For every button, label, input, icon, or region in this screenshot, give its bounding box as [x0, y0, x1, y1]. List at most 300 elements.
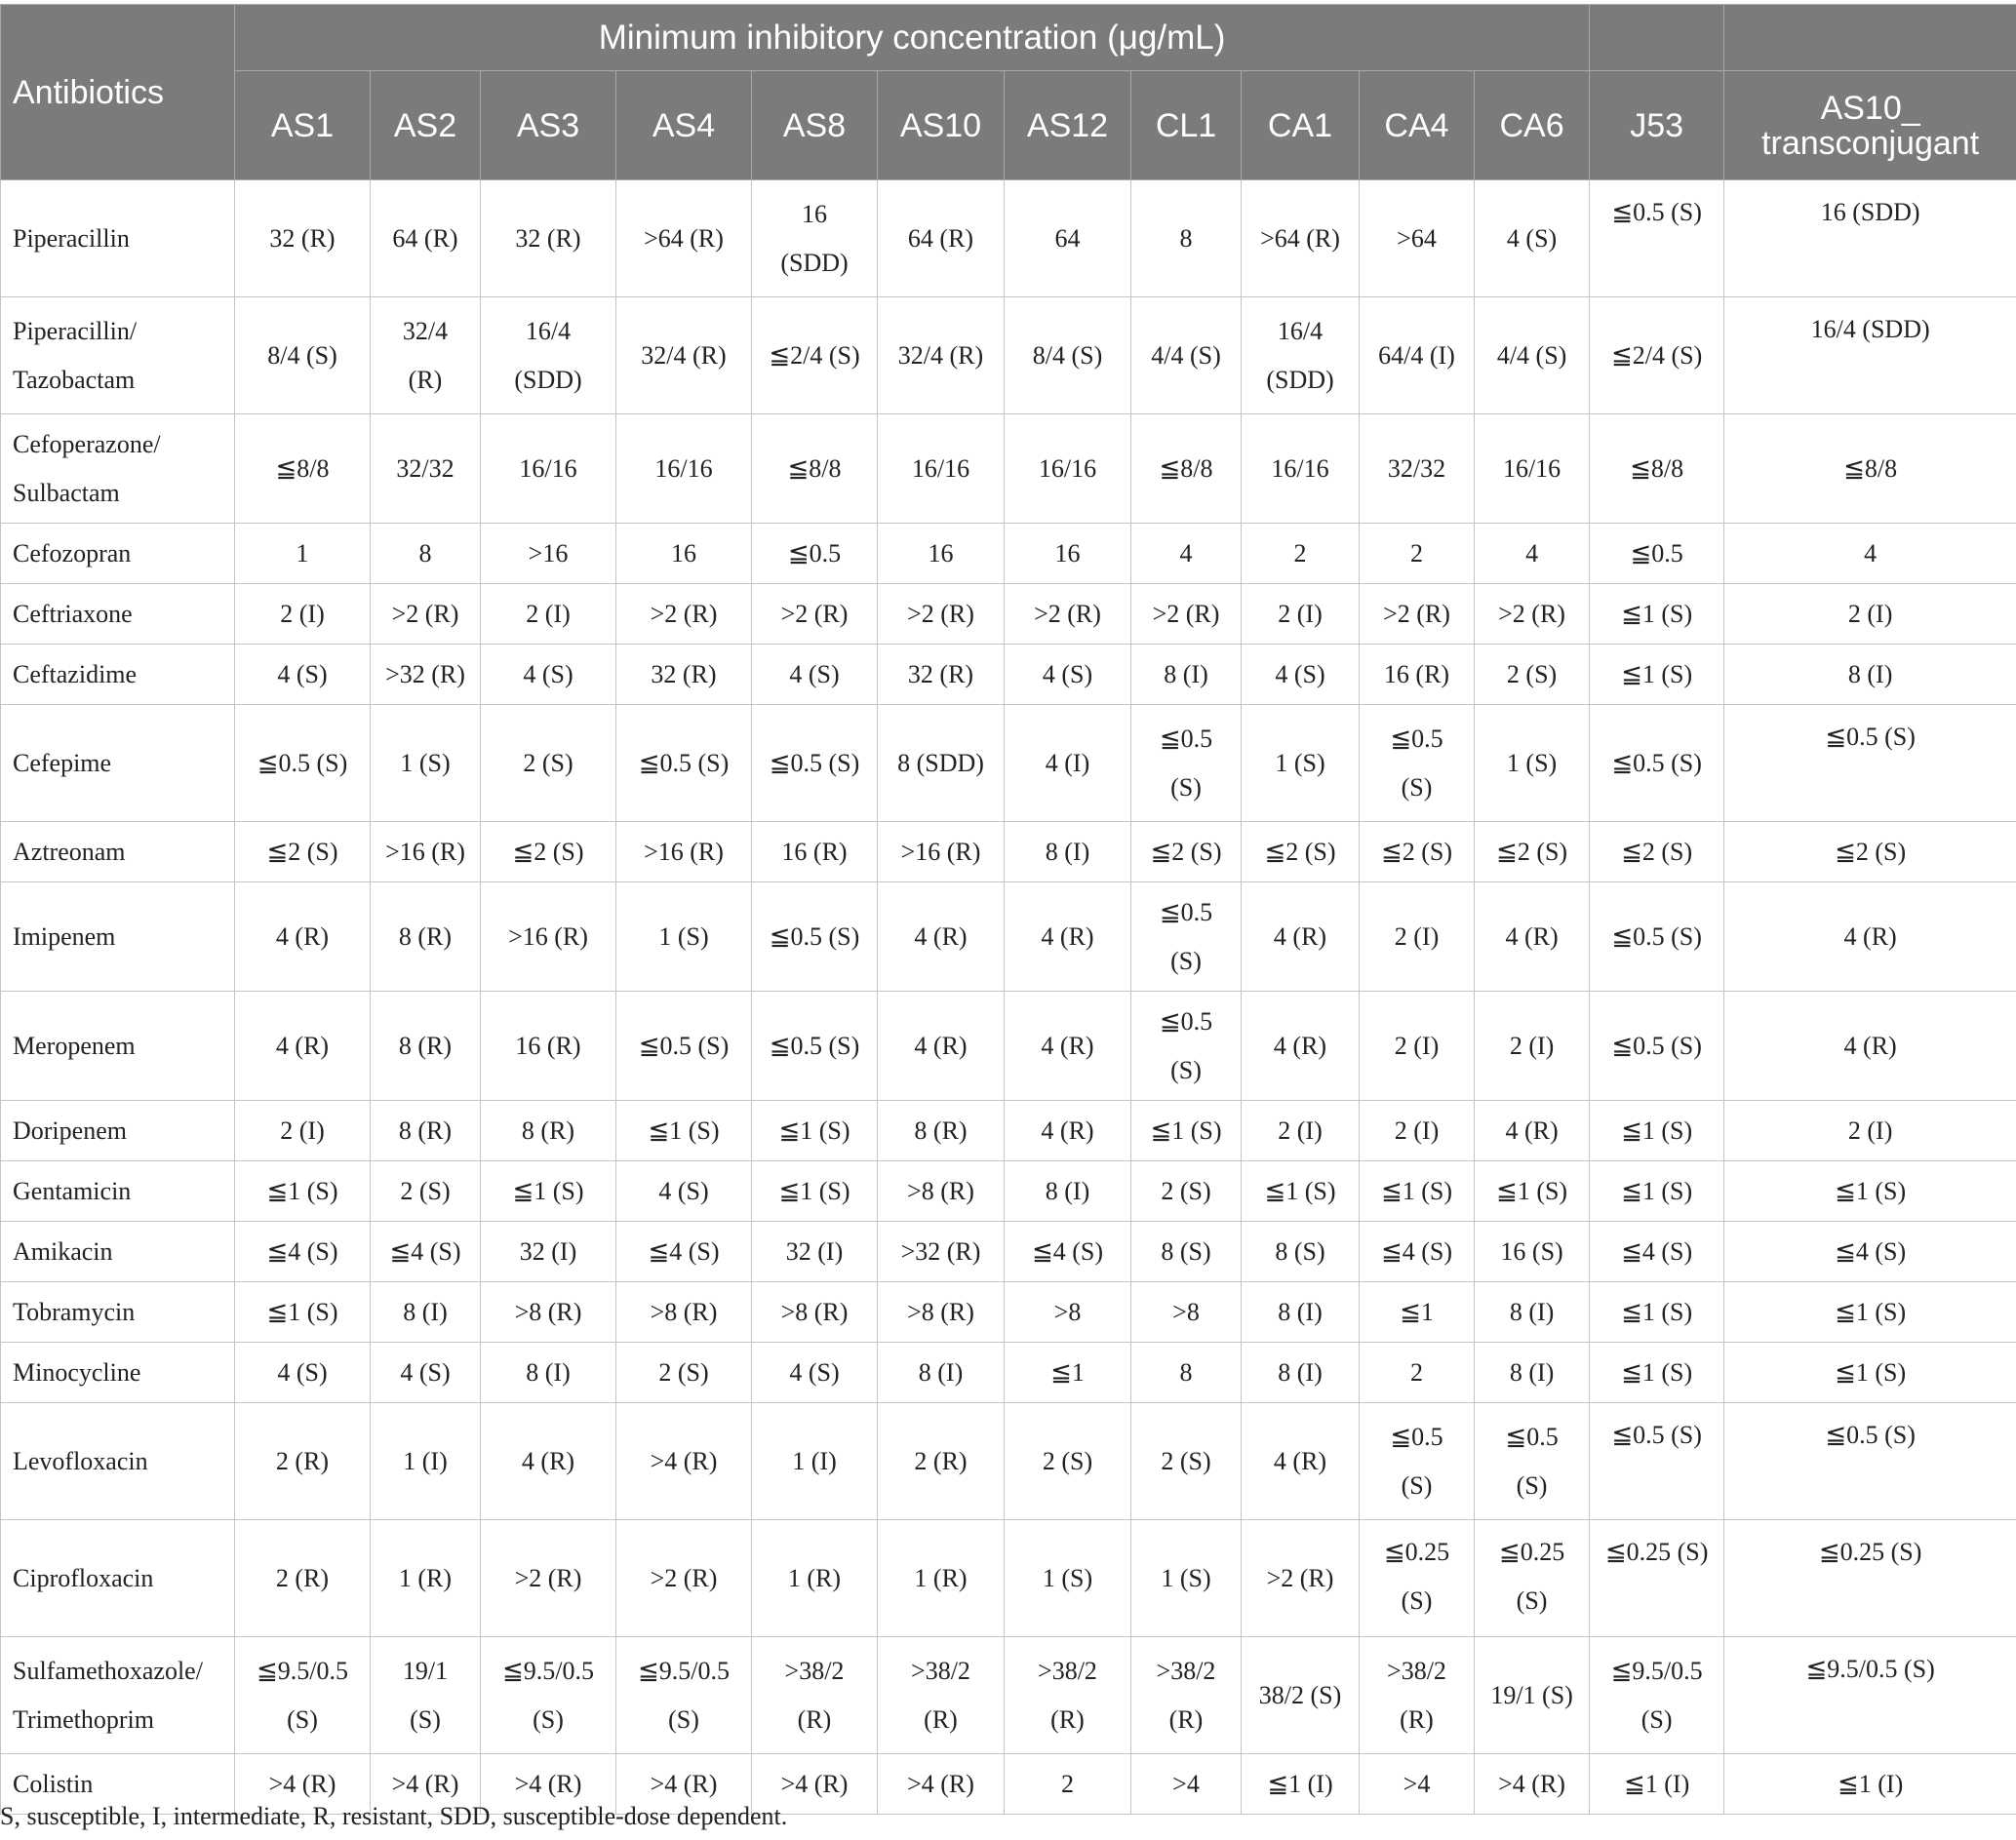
mic-value-cell: 1 (S): [371, 705, 481, 822]
mic-value-cell: >64 (R): [616, 180, 752, 297]
mic-value-cell: ≦2 (S): [1360, 822, 1475, 882]
mic-value-cell: >4 (R): [371, 1754, 481, 1815]
mic-value-cell: ≦1 (S): [1242, 1161, 1360, 1222]
mic-value-cell: ≦1 (S): [481, 1161, 616, 1222]
mic-value-cell: ≦1 (S): [235, 1282, 371, 1343]
mic-value-cell: 16/16: [1005, 414, 1131, 524]
table-row: [1, 584, 2016, 645]
mic-value-cell: 4 (S): [1475, 180, 1590, 297]
mic-value-cell: 8 (S): [1131, 1222, 1242, 1282]
mic-value-cell: 2 (S): [616, 1343, 752, 1403]
mic-value-cell: 1 (S): [1242, 705, 1360, 822]
mic-value-cell: >38/2 (R): [878, 1637, 1005, 1754]
mic-value-cell: 8 (I): [1242, 1343, 1360, 1403]
mic-value-cell: ≦0.5 (S): [1590, 180, 1724, 297]
mic-value-cell: 64: [1005, 180, 1131, 297]
mic-value-cell: >4 (R): [616, 1403, 752, 1520]
mic-value-cell: ≦9.5/0.5 (S): [235, 1637, 371, 1754]
mic-value-cell: 64 (R): [878, 180, 1005, 297]
mic-value-cell: ≦1: [1005, 1343, 1131, 1403]
mic-value-cell: 16 (R): [752, 822, 878, 882]
mic-value-cell: 32/4 (R): [616, 297, 752, 414]
mic-value-cell: 8 (I): [1131, 645, 1242, 705]
mic-value-cell: ≦0.5 (S): [1360, 705, 1475, 822]
mic-value-cell: 4 (R): [1724, 882, 2016, 992]
header-blank-cell: [1724, 5, 2016, 71]
antibiotic-name-cell: Gentamicin: [1, 1161, 235, 1222]
mic-value-cell: 4 (S): [235, 1343, 371, 1403]
antibiotic-name-cell: Sulfamethoxazole/ Trimethoprim: [1, 1637, 235, 1754]
mic-value-cell: 8 (S): [1242, 1222, 1360, 1282]
antibiotic-name-cell: Doripenem: [1, 1101, 235, 1161]
mic-value-cell: ≦0.5 (S): [1360, 1403, 1475, 1520]
mic-value-cell: 64/4 (I): [1360, 297, 1475, 414]
mic-value-cell: 32 (R): [878, 645, 1005, 705]
mic-value-cell: 32 (I): [752, 1222, 878, 1282]
mic-value-cell: >8: [1131, 1282, 1242, 1343]
table-row: [1, 1520, 2016, 1637]
mic-value-cell: 2 (R): [235, 1403, 371, 1520]
mic-value-cell: 4 (R): [878, 992, 1005, 1101]
mic-value-cell: 4 (I): [1005, 705, 1131, 822]
mic-value-cell: 2: [1005, 1754, 1131, 1815]
mic-value-cell: ≦0.5 (S): [1590, 992, 1724, 1101]
mic-value-cell: 8 (I): [1005, 822, 1131, 882]
mic-value-cell: >2 (R): [1131, 584, 1242, 645]
mic-value-cell: ≦1 (S): [1590, 1101, 1724, 1161]
mic-value-cell: 16: [878, 524, 1005, 584]
mic-value-cell: ≦1 (S): [1590, 1343, 1724, 1403]
mic-value-cell: >16: [481, 524, 616, 584]
mic-value-cell: 32 (R): [481, 180, 616, 297]
mic-value-cell: 32 (R): [235, 180, 371, 297]
mic-value-cell: >38/2 (R): [1131, 1637, 1242, 1754]
mic-value-cell: 2 (I): [1242, 1101, 1360, 1161]
mic-value-cell: >64 (R): [1242, 180, 1360, 297]
mic-value-cell: 16 (S): [1475, 1222, 1590, 1282]
mic-value-cell: 16/4 (SDD): [481, 297, 616, 414]
mic-table: [0, 4, 2016, 1815]
mic-value-cell: 32/32: [371, 414, 481, 524]
mic-value-cell: 2: [1360, 524, 1475, 584]
mic-value-cell: ≦8/8: [1590, 414, 1724, 524]
mic-value-cell: 32 (R): [616, 645, 752, 705]
mic-value-cell: ≦9.5/0.5 (S): [1590, 1637, 1724, 1754]
antibiotic-name-cell: Imipenem: [1, 882, 235, 992]
mic-value-cell: ≦4 (S): [1005, 1222, 1131, 1282]
mic-value-cell: 4 (R): [1475, 1101, 1590, 1161]
antibiotic-name-cell: Meropenem: [1, 992, 235, 1101]
mic-value-cell: >38/2 (R): [752, 1637, 878, 1754]
antibiotic-name-cell: Colistin: [1, 1754, 235, 1815]
mic-value-cell: 4 (R): [1475, 882, 1590, 992]
mic-value-cell: 2 (S): [1131, 1161, 1242, 1222]
mic-value-cell: ≦8/8: [235, 414, 371, 524]
mic-value-cell: 8: [1131, 1343, 1242, 1403]
table-row: [1, 1161, 2016, 1222]
mic-value-cell: 2 (I): [235, 584, 371, 645]
strain-column-header: J53: [1590, 71, 1724, 180]
table-row: [1, 180, 2016, 297]
mic-value-cell: >2 (R): [878, 584, 1005, 645]
mic-value-cell: 1 (S): [616, 882, 752, 992]
mic-value-cell: ≦1 (S): [1131, 1101, 1242, 1161]
mic-value-cell: ≦1 (S): [1590, 645, 1724, 705]
mic-value-cell: 4: [1724, 524, 2016, 584]
strain-column-header: AS10: [878, 71, 1005, 180]
mic-value-cell: ≦1 (I): [1590, 1754, 1724, 1815]
mic-value-cell: 4 (S): [1005, 645, 1131, 705]
mic-value-cell: 8 (R): [371, 1101, 481, 1161]
mic-table-container: [0, 4, 2016, 1815]
mic-value-cell: ≦2/4 (S): [752, 297, 878, 414]
mic-value-cell: >38/2 (R): [1360, 1637, 1475, 1754]
mic-value-cell: ≦1 (S): [1590, 584, 1724, 645]
mic-value-cell: 4 (R): [878, 882, 1005, 992]
mic-value-cell: 19/1 (S): [1475, 1637, 1590, 1754]
mic-value-cell: 4 (S): [752, 1343, 878, 1403]
mic-value-cell: 16: [616, 524, 752, 584]
mic-value-cell: 8 (I): [878, 1343, 1005, 1403]
table-body: [1, 180, 2016, 1815]
antibiotics-column-header: Antibiotics: [1, 5, 235, 180]
mic-value-cell: 4/4 (S): [1475, 297, 1590, 414]
strain-column-header: AS4: [616, 71, 752, 180]
table-footnote: S, susceptible, I, intermediate, R, resistant, SDD, susceptible-dose dependent.: [0, 1802, 788, 1830]
table-row: [1, 645, 2016, 705]
mic-value-cell: ≦1 (S): [1590, 1282, 1724, 1343]
mic-value-cell: 2 (S): [1131, 1403, 1242, 1520]
mic-value-cell: >4 (R): [235, 1754, 371, 1815]
mic-value-cell: ≦2 (S): [1242, 822, 1360, 882]
mic-value-cell: 32/4 (R): [371, 297, 481, 414]
mic-value-cell: ≦2 (S): [235, 822, 371, 882]
mic-value-cell: ≦2 (S): [1724, 822, 2016, 882]
mic-value-cell: 19/1 (S): [371, 1637, 481, 1754]
mic-value-cell: ≦0.5 (S): [1590, 705, 1724, 822]
mic-value-cell: >16 (R): [878, 822, 1005, 882]
mic-value-cell: >8 (R): [616, 1282, 752, 1343]
mic-value-cell: ≦0.5 (S): [752, 705, 878, 822]
mic-value-cell: ≦1: [1360, 1282, 1475, 1343]
mic-value-cell: >8: [1005, 1282, 1131, 1343]
mic-value-cell: ≦4 (S): [371, 1222, 481, 1282]
mic-value-cell: >4: [1131, 1754, 1242, 1815]
mic-value-cell: 1 (S): [1131, 1520, 1242, 1637]
mic-value-cell: 16 (SDD): [752, 180, 878, 297]
mic-value-cell: >32 (R): [371, 645, 481, 705]
mic-value-cell: ≦0.5 (S): [1131, 992, 1242, 1101]
mic-value-cell: ≦4 (S): [1360, 1222, 1475, 1282]
mic-value-cell: 16/16: [616, 414, 752, 524]
mic-value-cell: 4 (S): [235, 645, 371, 705]
table-row: [1, 1101, 2016, 1161]
mic-value-cell: ≦0.25 (S): [1590, 1520, 1724, 1637]
table-header: [1, 5, 2016, 180]
mic-value-cell: 8: [1131, 180, 1242, 297]
mic-value-cell: 4 (R): [1242, 1403, 1360, 1520]
strain-column-header: CA4: [1360, 71, 1475, 180]
mic-value-cell: ≦0.5 (S): [752, 992, 878, 1101]
table-row: [1, 992, 2016, 1101]
mic-value-cell: ≦1 (S): [235, 1161, 371, 1222]
mic-value-cell: 16 (R): [1360, 645, 1475, 705]
mic-value-cell: ≦8/8: [1724, 414, 2016, 524]
mic-value-cell: 4 (R): [481, 1403, 616, 1520]
mic-value-cell: >8 (R): [878, 1282, 1005, 1343]
mic-value-cell: >2 (R): [1475, 584, 1590, 645]
mic-value-cell: >2 (R): [616, 584, 752, 645]
mic-value-cell: 2 (I): [1360, 992, 1475, 1101]
table-row: [1, 1282, 2016, 1343]
table-row: [1, 1222, 2016, 1282]
antibiotic-name-cell: Ceftazidime: [1, 645, 235, 705]
mic-value-cell: ≦1 (S): [1724, 1161, 2016, 1222]
mic-value-cell: 4 (R): [1005, 992, 1131, 1101]
mic-value-cell: 1 (I): [371, 1403, 481, 1520]
mic-value-cell: 1 (R): [878, 1520, 1005, 1637]
mic-value-cell: ≦0.5: [752, 524, 878, 584]
strain-column-header: AS1: [235, 71, 371, 180]
antibiotic-name-cell: Piperacillin: [1, 180, 235, 297]
mic-value-cell: 2: [1242, 524, 1360, 584]
mic-value-cell: ≦1 (S): [1360, 1161, 1475, 1222]
mic-value-cell: ≦4 (S): [235, 1222, 371, 1282]
mic-value-cell: >8 (R): [878, 1161, 1005, 1222]
strain-column-header: AS2: [371, 71, 481, 180]
mic-value-cell: ≦0.5 (S): [1590, 1403, 1724, 1520]
mic-value-cell: 8 (SDD): [878, 705, 1005, 822]
mic-value-cell: ≦2 (S): [481, 822, 616, 882]
mic-value-cell: ≦0.5 (S): [616, 705, 752, 822]
antibiotic-name-cell: Cefozopran: [1, 524, 235, 584]
mic-value-cell: >2 (R): [752, 584, 878, 645]
mic-value-cell: 4: [1131, 524, 1242, 584]
mic-value-cell: 4 (S): [616, 1161, 752, 1222]
mic-value-cell: ≦9.5/0.5 (S): [1724, 1637, 2016, 1754]
mic-value-cell: 8: [371, 524, 481, 584]
table-row: [1, 822, 2016, 882]
mic-value-cell: 8/4 (S): [235, 297, 371, 414]
mic-value-cell: ≦4 (S): [1590, 1222, 1724, 1282]
mic-value-cell: 2: [1360, 1343, 1475, 1403]
mic-value-cell: >2 (R): [1360, 584, 1475, 645]
mic-value-cell: 2 (I): [1360, 882, 1475, 992]
mic-value-cell: 2 (I): [1724, 1101, 2016, 1161]
mic-value-cell: >16 (R): [481, 882, 616, 992]
mic-value-cell: 16/16: [1475, 414, 1590, 524]
mic-value-cell: >32 (R): [878, 1222, 1005, 1282]
mic-value-cell: 2 (S): [371, 1161, 481, 1222]
mic-value-cell: ≦8/8: [752, 414, 878, 524]
mic-value-cell: 4/4 (S): [1131, 297, 1242, 414]
antibiotic-name-cell: Levofloxacin: [1, 1403, 235, 1520]
mic-value-cell: 8 (I): [1005, 1161, 1131, 1222]
mic-value-cell: >8 (R): [752, 1282, 878, 1343]
mic-value-cell: ≦1 (S): [752, 1161, 878, 1222]
mic-value-cell: 2 (I): [481, 584, 616, 645]
mic-value-cell: 2 (I): [1475, 992, 1590, 1101]
mic-value-cell: >38/2 (R): [1005, 1637, 1131, 1754]
mic-value-cell: ≦0.5 (S): [1475, 1403, 1590, 1520]
mic-value-cell: >64: [1360, 180, 1475, 297]
mic-value-cell: ≦0.5 (S): [752, 882, 878, 992]
table-row: [1, 297, 2016, 414]
mic-value-cell: 1 (I): [752, 1403, 878, 1520]
mic-value-cell: >8 (R): [481, 1282, 616, 1343]
mic-value-cell: 1 (S): [1005, 1520, 1131, 1637]
mic-value-cell: ≦0.5 (S): [1724, 1403, 2016, 1520]
table-row: [1, 1637, 2016, 1754]
mic-value-cell: ≦1 (S): [752, 1101, 878, 1161]
mic-value-cell: ≦1 (I): [1242, 1754, 1360, 1815]
antibiotic-name-cell: Piperacillin/ Tazobactam: [1, 297, 235, 414]
table-row: [1, 1343, 2016, 1403]
mic-value-cell: ≦0.25 (S): [1360, 1520, 1475, 1637]
mic-value-cell: 16 (R): [481, 992, 616, 1101]
mic-value-cell: 2 (S): [1475, 645, 1590, 705]
antibiotic-name-cell: Minocycline: [1, 1343, 235, 1403]
antibiotic-name-cell: Tobramycin: [1, 1282, 235, 1343]
mic-value-cell: 1 (S): [1475, 705, 1590, 822]
mic-value-cell: >4 (R): [616, 1754, 752, 1815]
mic-value-cell: 4 (S): [752, 645, 878, 705]
mic-value-cell: 4 (R): [1005, 882, 1131, 992]
mic-value-cell: ≦0.5 (S): [235, 705, 371, 822]
mic-value-cell: 4: [1475, 524, 1590, 584]
mic-value-cell: ≦0.25 (S): [1724, 1520, 2016, 1637]
mic-value-cell: 1: [235, 524, 371, 584]
mic-value-cell: 2 (S): [481, 705, 616, 822]
mic-value-cell: ≦1 (S): [1590, 1161, 1724, 1222]
mic-value-cell: ≦2/4 (S): [1590, 297, 1724, 414]
mic-group-title: Minimum inhibitory concentration (μg/mL): [235, 5, 1590, 71]
mic-value-cell: 4 (R): [1242, 992, 1360, 1101]
mic-value-cell: ≦2 (S): [1475, 822, 1590, 882]
mic-value-cell: 16/16: [481, 414, 616, 524]
mic-value-cell: 16/16: [878, 414, 1005, 524]
table-row: [1, 524, 2016, 584]
strain-column-header: CA1: [1242, 71, 1360, 180]
mic-value-cell: >4: [1360, 1754, 1475, 1815]
mic-value-cell: 2 (I): [1360, 1101, 1475, 1161]
mic-value-cell: 4 (R): [1724, 992, 2016, 1101]
mic-value-cell: 8 (I): [1242, 1282, 1360, 1343]
mic-value-cell: 16 (SDD): [1724, 180, 2016, 297]
mic-value-cell: 4 (R): [1005, 1101, 1131, 1161]
table-row: [1, 414, 2016, 524]
antibiotic-name-cell: Cefoperazone/ Sulbactam: [1, 414, 235, 524]
mic-value-cell: 16: [1005, 524, 1131, 584]
antibiotic-name-cell: Ceftriaxone: [1, 584, 235, 645]
mic-value-cell: ≦4 (S): [1724, 1222, 2016, 1282]
mic-value-cell: 2 (R): [878, 1403, 1005, 1520]
mic-value-cell: 2 (R): [235, 1520, 371, 1637]
strain-column-header: AS8: [752, 71, 878, 180]
mic-value-cell: 4 (S): [371, 1343, 481, 1403]
strain-column-header: CA6: [1475, 71, 1590, 180]
mic-value-cell: ≦1 (S): [1724, 1282, 2016, 1343]
antibiotic-name-cell: Cefepime: [1, 705, 235, 822]
antibiotic-name-cell: Ciprofloxacin: [1, 1520, 235, 1637]
mic-value-cell: 1 (R): [752, 1520, 878, 1637]
mic-value-cell: 8 (R): [371, 992, 481, 1101]
mic-value-cell: 8 (I): [1724, 645, 2016, 705]
mic-value-cell: >2 (R): [1242, 1520, 1360, 1637]
mic-value-cell: 64 (R): [371, 180, 481, 297]
strain-header-row: [1, 71, 2016, 180]
mic-value-cell: >4 (R): [481, 1754, 616, 1815]
mic-value-cell: >16 (R): [616, 822, 752, 882]
mic-value-cell: ≦4 (S): [616, 1222, 752, 1282]
mic-value-cell: 2 (I): [1724, 584, 2016, 645]
table-row: [1, 882, 2016, 992]
mic-value-cell: 1 (R): [371, 1520, 481, 1637]
mic-value-cell: 16/4 (SDD): [1242, 297, 1360, 414]
mic-value-cell: 4 (R): [1242, 882, 1360, 992]
antibiotic-name-cell: Aztreonam: [1, 822, 235, 882]
mic-value-cell: 32 (I): [481, 1222, 616, 1282]
mic-value-cell: >2 (R): [1005, 584, 1131, 645]
mic-value-cell: >4 (R): [878, 1754, 1005, 1815]
table-row: [1, 705, 2016, 822]
table-row: [1, 1403, 2016, 1520]
mic-value-cell: >2 (R): [481, 1520, 616, 1637]
mic-value-cell: 4 (R): [235, 992, 371, 1101]
mic-value-cell: 4 (S): [1242, 645, 1360, 705]
mic-value-cell: 38/2 (S): [1242, 1637, 1360, 1754]
header-blank-cell: [1590, 5, 1724, 71]
mic-value-cell: 8 (R): [878, 1101, 1005, 1161]
mic-value-cell: 32/32: [1360, 414, 1475, 524]
mic-value-cell: ≦2 (S): [1131, 822, 1242, 882]
mic-value-cell: 8 (R): [481, 1101, 616, 1161]
mic-value-cell: ≦9.5/0.5 (S): [616, 1637, 752, 1754]
mic-value-cell: >16 (R): [371, 822, 481, 882]
mic-value-cell: ≦0.5 (S): [1724, 705, 2016, 822]
mic-value-cell: >4 (R): [1475, 1754, 1590, 1815]
mic-value-cell: ≦0.5: [1590, 524, 1724, 584]
mic-value-cell: >2 (R): [371, 584, 481, 645]
mic-value-cell: ≦8/8: [1131, 414, 1242, 524]
strain-column-header: AS10_ transconjugant: [1724, 71, 2016, 180]
mic-value-cell: 4 (R): [235, 882, 371, 992]
mic-value-cell: ≦1 (S): [1724, 1343, 2016, 1403]
mic-value-cell: ≦1 (S): [616, 1101, 752, 1161]
mic-value-cell: >4 (R): [752, 1754, 878, 1815]
strain-column-header: CL1: [1131, 71, 1242, 180]
mic-value-cell: ≦0.25 (S): [1475, 1520, 1590, 1637]
strain-column-header: AS3: [481, 71, 616, 180]
mic-value-cell: 2 (I): [235, 1101, 371, 1161]
mic-value-cell: ≦9.5/0.5 (S): [481, 1637, 616, 1754]
strain-column-header: AS12: [1005, 71, 1131, 180]
mic-value-cell: ≦0.5 (S): [1131, 882, 1242, 992]
mic-value-cell: 2 (S): [1005, 1403, 1131, 1520]
mic-value-cell: 8 (I): [1475, 1343, 1590, 1403]
mic-value-cell: >2 (R): [616, 1520, 752, 1637]
mic-value-cell: ≦1 (I): [1724, 1754, 2016, 1815]
antibiotic-name-cell: Amikacin: [1, 1222, 235, 1282]
header-row-top: [1, 5, 2016, 71]
mic-value-cell: 16/16: [1242, 414, 1360, 524]
mic-value-cell: ≦2 (S): [1590, 822, 1724, 882]
mic-value-cell: 4 (S): [481, 645, 616, 705]
mic-value-cell: ≦0.5 (S): [1590, 882, 1724, 992]
mic-value-cell: ≦0.5 (S): [1131, 705, 1242, 822]
mic-value-cell: 16/4 (SDD): [1724, 297, 2016, 414]
mic-value-cell: 32/4 (R): [878, 297, 1005, 414]
